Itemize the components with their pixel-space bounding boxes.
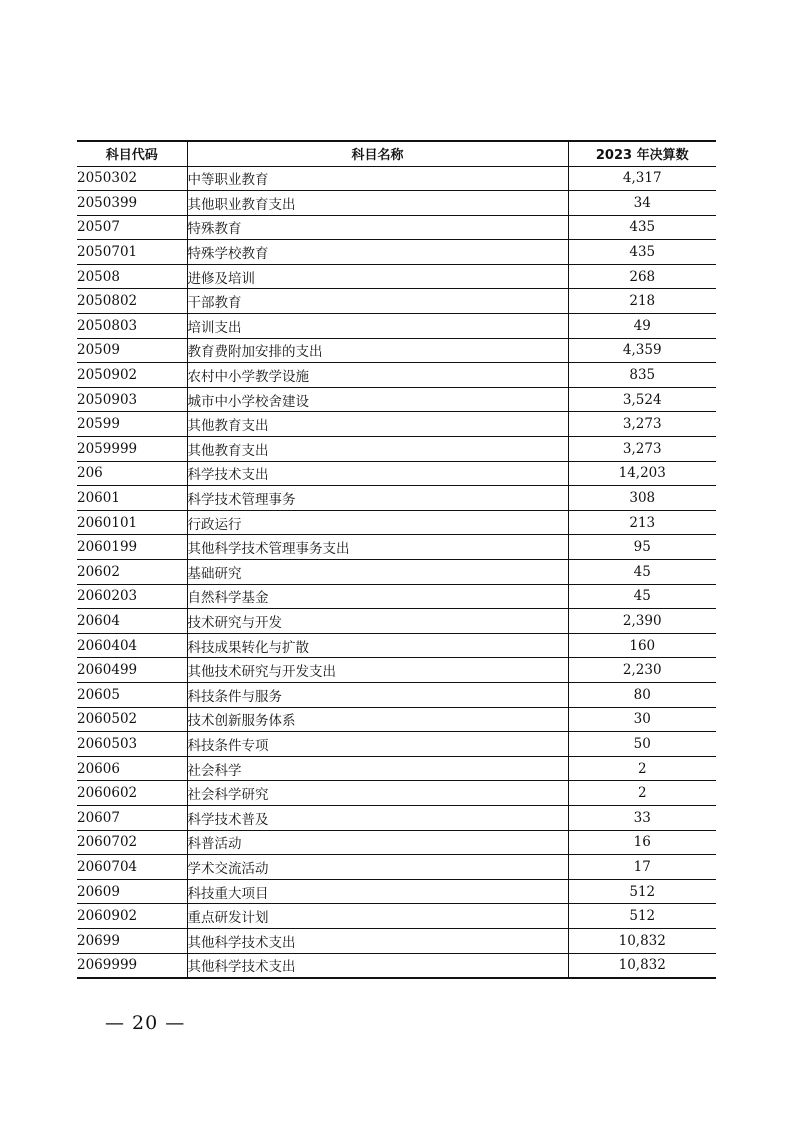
table-row (77, 363, 716, 388)
table-row (77, 805, 716, 830)
cell-code: 2050701 (77, 240, 187, 265)
table-row (77, 781, 716, 806)
cell-amount: 17 (568, 855, 716, 880)
cell-amount: 34 (568, 191, 716, 216)
cell-code: 2050302 (77, 166, 187, 191)
cell-amount: 45 (568, 560, 716, 585)
cell-code: 20699 (77, 928, 187, 953)
cell-name: 其他科学技术支出 (187, 953, 568, 978)
cell-amount: 49 (568, 314, 716, 339)
table-row (77, 166, 716, 191)
cell-amount: 80 (568, 682, 716, 707)
header-amount: 2023 年决算数 (568, 141, 716, 166)
cell-code: 2060502 (77, 707, 187, 732)
cell-name: 特殊学校教育 (187, 240, 568, 265)
table-row (77, 461, 716, 486)
cell-amount: 435 (568, 240, 716, 265)
cell-name: 教育费附加安排的支出 (187, 338, 568, 363)
cell-name: 科学技术支出 (187, 461, 568, 486)
cell-code: 2060404 (77, 633, 187, 658)
header-code: 科目代码 (77, 141, 187, 166)
table-row (77, 830, 716, 855)
table-row (77, 289, 716, 314)
cell-code: 2060902 (77, 904, 187, 929)
cell-amount: 4,359 (568, 338, 716, 363)
cell-code: 20507 (77, 215, 187, 240)
table-row (77, 486, 716, 511)
table-row (77, 535, 716, 560)
cell-amount: 45 (568, 584, 716, 609)
cell-name: 科学技术管理事务 (187, 486, 568, 511)
table-row (77, 560, 716, 585)
cell-amount: 33 (568, 805, 716, 830)
table-row (77, 732, 716, 757)
cell-name: 农村中小学教学设施 (187, 363, 568, 388)
cell-name: 科技条件专项 (187, 732, 568, 757)
table-row (77, 437, 716, 462)
table-header-row (77, 141, 716, 166)
cell-amount: 3,273 (568, 437, 716, 462)
table-row (77, 756, 716, 781)
cell-amount: 213 (568, 510, 716, 535)
cell-code: 20599 (77, 412, 187, 437)
table-row (77, 707, 716, 732)
cell-name: 科学技术普及 (187, 805, 568, 830)
cell-amount: 2 (568, 756, 716, 781)
table-row (77, 855, 716, 880)
cell-amount: 2,390 (568, 609, 716, 634)
cell-name: 社会科学研究 (187, 781, 568, 806)
cell-name: 科技条件与服务 (187, 682, 568, 707)
cell-name: 行政运行 (187, 510, 568, 535)
header-name: 科目名称 (187, 141, 568, 166)
cell-amount: 10,832 (568, 928, 716, 953)
table-row (77, 682, 716, 707)
table-row (77, 412, 716, 437)
cell-name: 社会科学 (187, 756, 568, 781)
cell-code: 2060503 (77, 732, 187, 757)
cell-code: 20509 (77, 338, 187, 363)
table-row (77, 338, 716, 363)
cell-code: 2060499 (77, 658, 187, 683)
cell-amount: 2,230 (568, 658, 716, 683)
cell-amount: 14,203 (568, 461, 716, 486)
table-row (77, 609, 716, 634)
cell-amount: 435 (568, 215, 716, 240)
cell-name: 其他技术研究与开发支出 (187, 658, 568, 683)
cell-name: 重点研发计划 (187, 904, 568, 929)
cell-name: 其他教育支出 (187, 412, 568, 437)
table-row (77, 584, 716, 609)
cell-code: 2050803 (77, 314, 187, 339)
cell-code: 2060203 (77, 584, 187, 609)
table-row (77, 904, 716, 929)
cell-amount: 268 (568, 264, 716, 289)
cell-amount: 3,273 (568, 412, 716, 437)
cell-code: 2050802 (77, 289, 187, 314)
cell-name: 城市中小学校舍建设 (187, 387, 568, 412)
table-row (77, 240, 716, 265)
cell-code: 20602 (77, 560, 187, 585)
cell-name: 自然科学基金 (187, 584, 568, 609)
cell-amount: 835 (568, 363, 716, 388)
cell-code: 2060199 (77, 535, 187, 560)
table-row (77, 879, 716, 904)
cell-amount: 50 (568, 732, 716, 757)
cell-name: 中等职业教育 (187, 166, 568, 191)
cell-name: 学术交流活动 (187, 855, 568, 880)
cell-name: 技术研究与开发 (187, 609, 568, 634)
cell-code: 2050903 (77, 387, 187, 412)
cell-amount: 3,524 (568, 387, 716, 412)
cell-code: 2059999 (77, 437, 187, 462)
table-row (77, 215, 716, 240)
cell-amount: 2 (568, 781, 716, 806)
cell-name: 科技重大项目 (187, 879, 568, 904)
cell-name: 特殊教育 (187, 215, 568, 240)
page-number: — 20 — (105, 1012, 186, 1034)
cell-name: 技术创新服务体系 (187, 707, 568, 732)
cell-name: 培训支出 (187, 314, 568, 339)
cell-code: 2050902 (77, 363, 187, 388)
budget-table (77, 140, 716, 979)
cell-code: 20508 (77, 264, 187, 289)
cell-amount: 512 (568, 879, 716, 904)
cell-name: 其他职业教育支出 (187, 191, 568, 216)
cell-code: 2060101 (77, 510, 187, 535)
cell-name: 科普活动 (187, 830, 568, 855)
table-row (77, 658, 716, 683)
cell-code: 20601 (77, 486, 187, 511)
cell-name: 其他科学技术管理事务支出 (187, 535, 568, 560)
cell-name: 其他教育支出 (187, 437, 568, 462)
cell-amount: 512 (568, 904, 716, 929)
cell-code: 2060602 (77, 781, 187, 806)
cell-code: 206 (77, 461, 187, 486)
table-body (77, 166, 716, 978)
cell-name: 科技成果转化与扩散 (187, 633, 568, 658)
cell-code: 20605 (77, 682, 187, 707)
cell-amount: 160 (568, 633, 716, 658)
table-row (77, 191, 716, 216)
cell-amount: 30 (568, 707, 716, 732)
cell-code: 2069999 (77, 953, 187, 978)
table-row (77, 314, 716, 339)
cell-code: 2060704 (77, 855, 187, 880)
table-row (77, 928, 716, 953)
cell-amount: 10,832 (568, 953, 716, 978)
table-row (77, 264, 716, 289)
cell-name: 干部教育 (187, 289, 568, 314)
cell-amount: 4,317 (568, 166, 716, 191)
cell-code: 20609 (77, 879, 187, 904)
table-row (77, 953, 716, 978)
table-row (77, 387, 716, 412)
cell-amount: 218 (568, 289, 716, 314)
cell-code: 20607 (77, 805, 187, 830)
cell-code: 20606 (77, 756, 187, 781)
table-row (77, 633, 716, 658)
cell-code: 2050399 (77, 191, 187, 216)
cell-code: 20604 (77, 609, 187, 634)
cell-amount: 95 (568, 535, 716, 560)
cell-amount: 16 (568, 830, 716, 855)
cell-code: 2060702 (77, 830, 187, 855)
table-row (77, 510, 716, 535)
cell-amount: 308 (568, 486, 716, 511)
cell-name: 进修及培训 (187, 264, 568, 289)
cell-name: 基础研究 (187, 560, 568, 585)
cell-name: 其他科学技术支出 (187, 928, 568, 953)
